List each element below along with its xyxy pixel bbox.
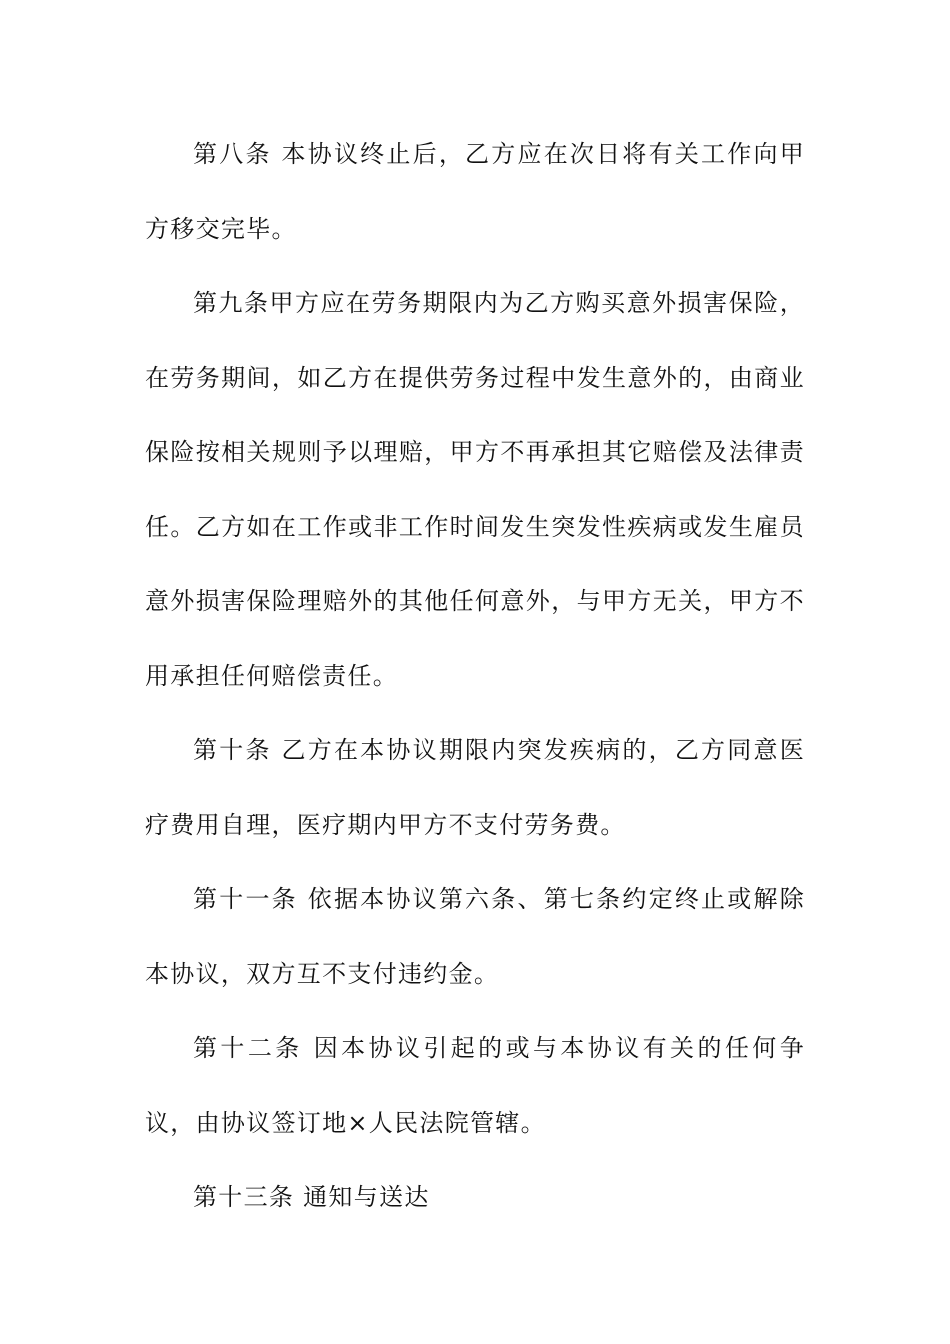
- document-body: [145, 117, 805, 1235]
- article-8-paragraph: 第八条 本协议终止后，乙方应在次日将有关工作向甲方移交完毕。: [145, 140, 805, 243]
- article-12-paragraph: 第十二条 因本协议引起的或与本协议有关的任何争议，由协议签订地×人民法院管辖。: [145, 1034, 805, 1137]
- article-13-heading: 第十三条 通知与送达: [193, 1183, 430, 1211]
- article-10-paragraph: 第十条 乙方在本协议期限内突发疾病的，乙方同意医疗费用自理，医疗期内甲方不支付劳务费。: [145, 736, 805, 839]
- article-9-paragraph: 第九条甲方应在劳务期限内为乙方购买意外损害保险，在劳务期间，如乙方在提供劳务过程中发生意外的，由商业保险按相关规则予以理赔，甲方不再承担其它赔偿及法律责任。乙方如在工作或非工作时间发生突发性疾病或发生雇员意外损害保险理赔外的其他任何意外，与甲方无关，甲方不用承担任何赔偿责任。: [145, 289, 805, 690]
- article-11-paragraph: 第十一条 依据本协议第六条、第七条约定终止或解除本协议，双方互不支付违约金。: [145, 885, 805, 988]
